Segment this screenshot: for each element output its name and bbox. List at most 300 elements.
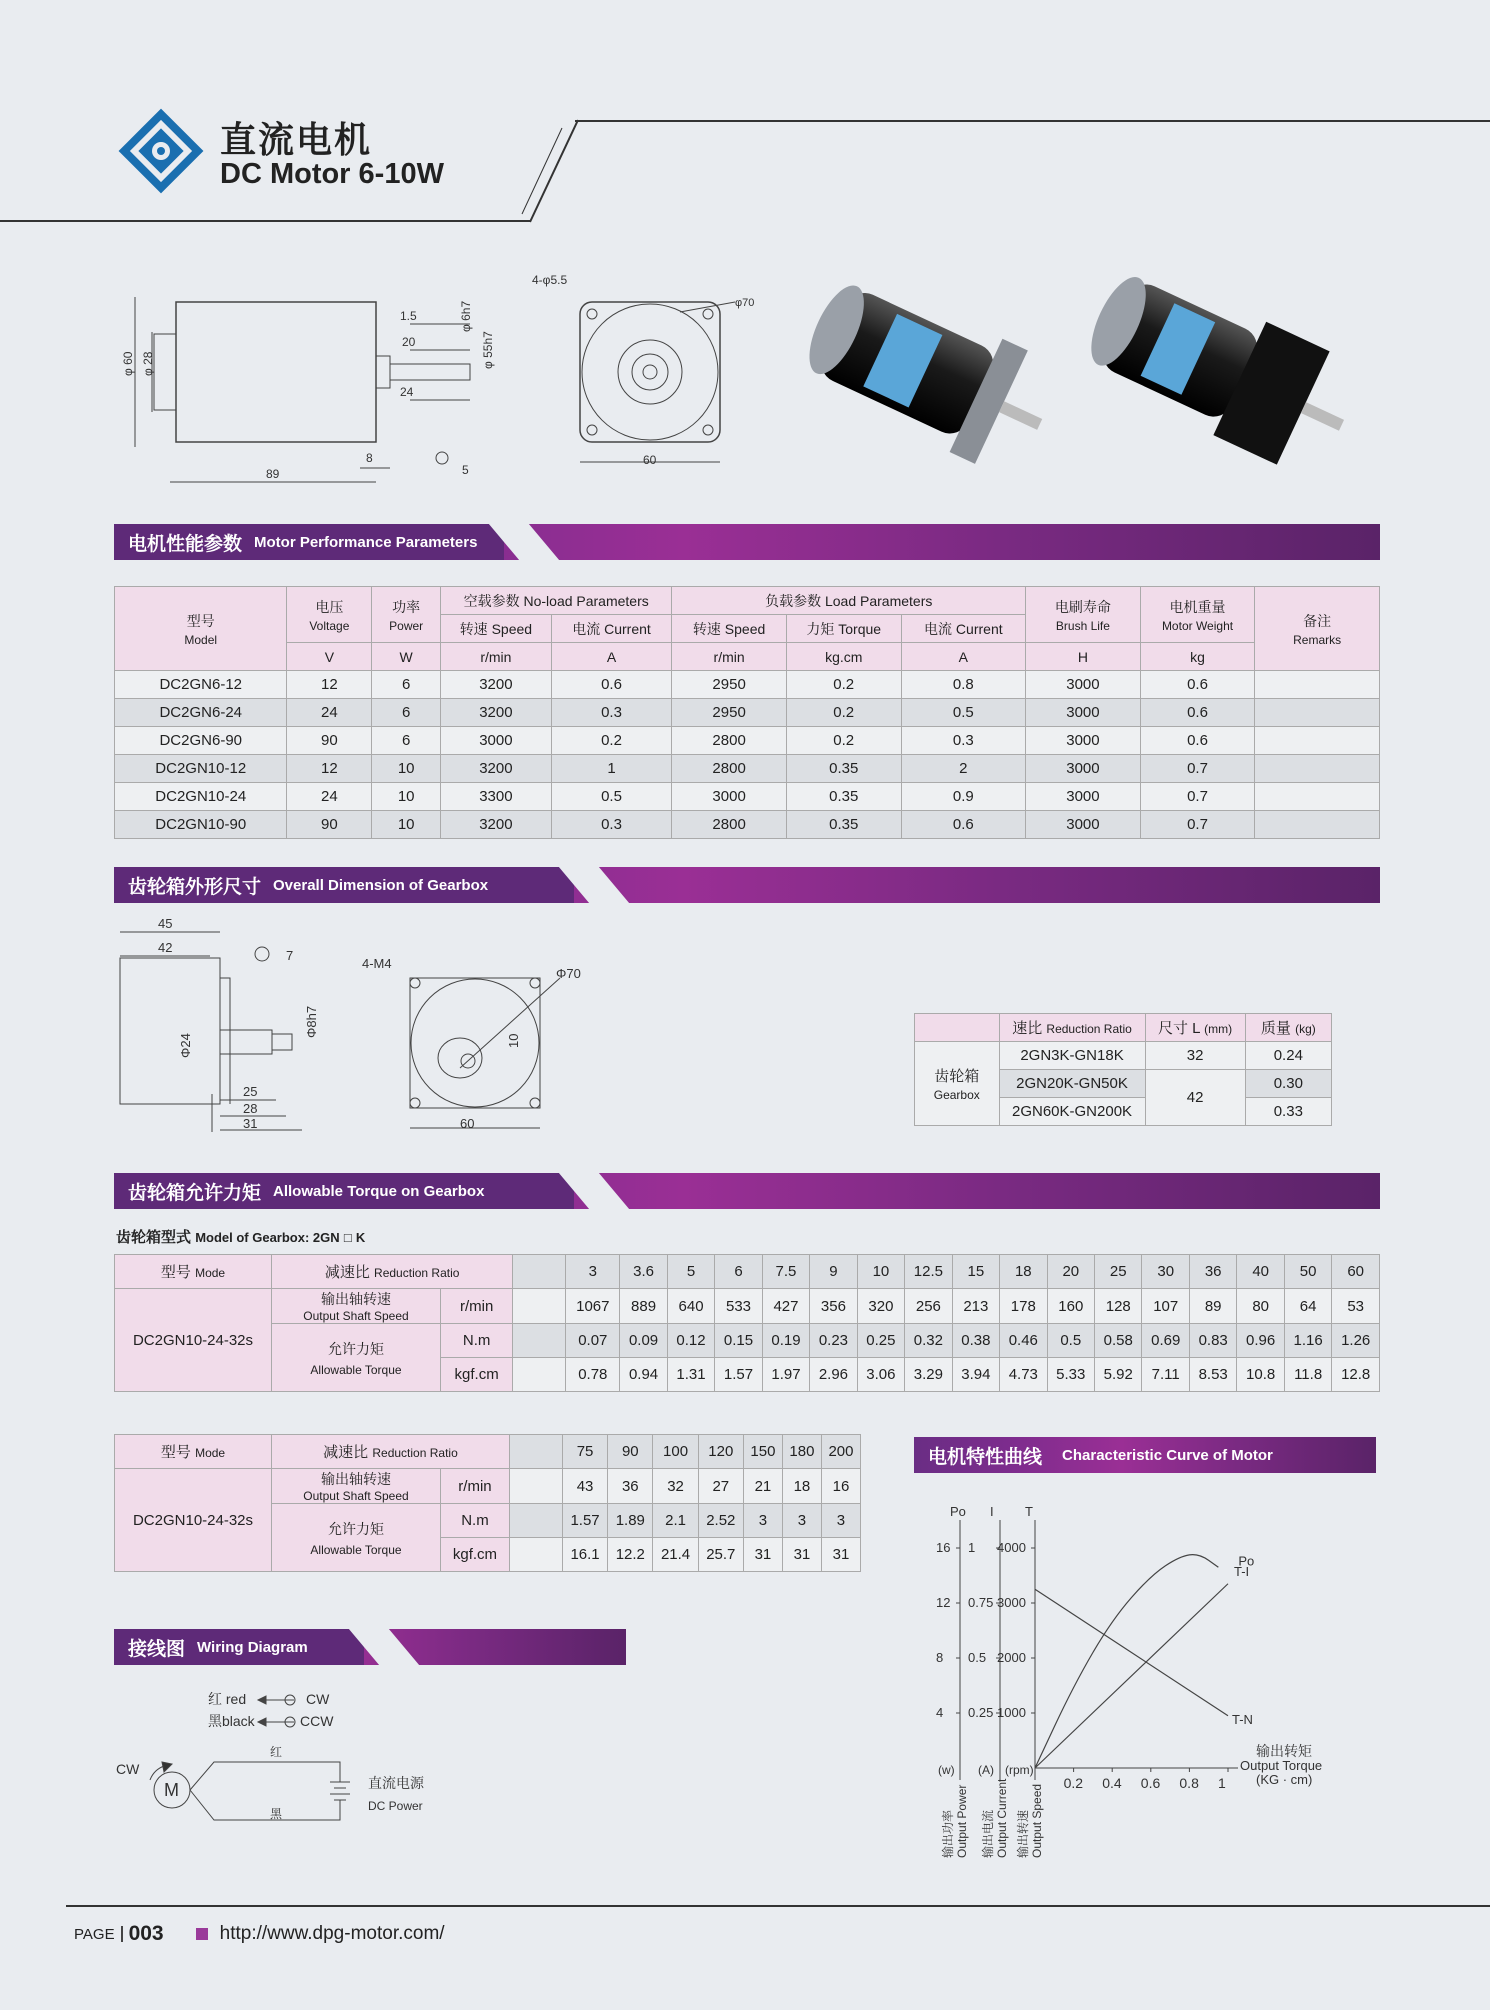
unit-rmin: r/min — [441, 1289, 513, 1324]
torque-table-1 — [114, 1254, 1380, 1392]
ratio-cell: 50 — [1284, 1255, 1331, 1289]
th-power: 功率 Power — [372, 587, 441, 643]
cell-model: DC2GN6-12 — [115, 671, 287, 699]
x-tick-label: 0.4 — [1102, 1775, 1122, 1791]
table-cell: 0.35 — [786, 811, 901, 839]
gearbox-front-drawing — [360, 958, 600, 1138]
x-axis-label-cn: 输出转矩 — [1256, 1743, 1312, 1759]
tick-label-i: 0.5 — [968, 1650, 987, 1665]
th-mass: 质量 (kg) — [1245, 1014, 1331, 1042]
gearmotor-photo — [1070, 278, 1390, 488]
ratio-cell: 20 — [1047, 1255, 1094, 1289]
page-title-cn: 直流电机 — [220, 120, 373, 161]
footer-url[interactable]: http://www.dpg-motor.com/ — [219, 1923, 445, 1944]
section-title-en: Allowable Torque on Gearbox — [273, 1182, 485, 1200]
nm-cell: 0.83 — [1189, 1324, 1236, 1358]
ratio-cell: 36 — [1189, 1255, 1236, 1289]
page-number: 003 — [128, 1922, 164, 1945]
kgf-cell: 3.94 — [952, 1358, 999, 1392]
table-cell: 3300 — [441, 783, 552, 811]
torque-table-2 — [114, 1434, 861, 1572]
axis-caption-en-t: Output Speed — [1030, 1783, 1044, 1858]
wire-red-label: 红 red — [208, 1691, 247, 1707]
dim-key: 5 — [462, 463, 469, 477]
dim-8: 8 — [366, 451, 373, 465]
kgf-cell: 3.06 — [857, 1358, 904, 1392]
th-model: 型号 Mode — [115, 1255, 272, 1289]
company-logo — [116, 106, 206, 196]
x-axis-label-en: Output Torque — [1240, 1758, 1323, 1773]
tick-label-i: 1 — [968, 1540, 976, 1555]
gb-mass: 0.24 — [1245, 1042, 1331, 1070]
table-cell: 0.6 — [901, 811, 1026, 839]
table-row — [115, 699, 1380, 727]
th-ratio: 减速比 Reduction Ratio — [272, 1435, 510, 1469]
dim-31: 31 — [243, 1116, 258, 1131]
th-remarks: 备注 Remarks — [1255, 587, 1380, 671]
dim-10: 10 — [506, 1033, 521, 1048]
speed-cell: 1067 — [566, 1289, 620, 1324]
table-cell: 3000 — [1026, 671, 1141, 699]
table-cell: 0.6 — [1140, 727, 1255, 755]
nm-cell: 0.69 — [1142, 1324, 1189, 1358]
dim-25: 25 — [243, 1084, 258, 1099]
row-label-torque: 允许力矩 Allowable Torque — [272, 1324, 441, 1392]
kgf-cell: 31 — [821, 1538, 860, 1572]
nm-cell: 0.12 — [667, 1324, 714, 1358]
series-line-t-i — [1035, 1584, 1228, 1768]
dc-power-cn: 直流电源 — [368, 1775, 424, 1791]
table-cell: 0.3 — [551, 699, 672, 727]
section-bar-torque — [114, 1173, 1380, 1209]
wiring-diagram — [110, 1680, 530, 1850]
spacer-cell — [509, 1538, 562, 1572]
nm-cell: 0.5 — [1047, 1324, 1094, 1358]
dim-28: 28 — [243, 1101, 258, 1116]
series-label-t-n: T-N — [1232, 1711, 1253, 1727]
kgf-cell: 12.8 — [1332, 1358, 1380, 1392]
motor-photo — [780, 278, 1060, 488]
gb-size: 42 — [1145, 1070, 1245, 1126]
unit-rmin: r/min — [441, 1469, 510, 1504]
table-cell: 2800 — [672, 811, 787, 839]
nm-cell: 0.32 — [905, 1324, 952, 1358]
table-cell: 6 — [372, 671, 441, 699]
table-cell: 3200 — [441, 811, 552, 839]
tick-label-po: 4 — [936, 1705, 944, 1720]
axis-label-t: T — [1025, 1504, 1033, 1519]
section-title-en: Motor Performance Parameters — [254, 533, 478, 551]
table-cell — [1255, 699, 1380, 727]
table-cell: 3000 — [672, 783, 787, 811]
ratio-cell: 30 — [1142, 1255, 1189, 1289]
row-label-speed: 输出轴转速 Output Shaft Speed — [272, 1469, 441, 1504]
header-divider-right — [575, 120, 1490, 122]
th-ratio: 减速比 Reduction Ratio — [272, 1255, 513, 1289]
table-cell: 0.6 — [551, 671, 672, 699]
table-cell: 90 — [287, 811, 372, 839]
dim-d8h7: Φ8h7 — [304, 1005, 319, 1038]
page-title-en: DC Motor 6-10W — [220, 158, 444, 190]
x-tick-label: 0.2 — [1063, 1775, 1084, 1791]
kgf-cell: 16.1 — [562, 1538, 607, 1572]
table-row — [115, 1469, 861, 1504]
section-title-cn: 接线图 — [128, 1637, 186, 1660]
section-bar-gearbox — [114, 867, 1380, 903]
table-cell: 3200 — [441, 699, 552, 727]
table-cell: 10 — [372, 811, 441, 839]
table-row — [115, 1324, 1380, 1358]
speed-cell: 160 — [1047, 1289, 1094, 1324]
ratio-cell: 40 — [1237, 1255, 1284, 1289]
dim-d70: φ70 — [735, 297, 755, 309]
table-row — [115, 783, 1380, 811]
dim-m4: 4-M4 — [362, 956, 392, 971]
tick-label-t: 1000 — [997, 1705, 1026, 1720]
kgf-cell: 4.73 — [1000, 1358, 1047, 1392]
ratio-cell: 120 — [698, 1435, 743, 1469]
table-cell: 3000 — [1026, 699, 1141, 727]
kgf-cell: 31 — [782, 1538, 821, 1572]
unit-a: A — [551, 643, 672, 671]
th-noload: 空载参数 No-load Parameters — [441, 587, 672, 615]
spacer-cell — [509, 1435, 562, 1469]
table-cell: 2950 — [672, 671, 787, 699]
url-bullet-icon — [196, 1928, 208, 1940]
spacer-cell — [513, 1255, 566, 1289]
table-cell: 0.6 — [1140, 699, 1255, 727]
page-label: PAGE — [74, 1925, 115, 1943]
table-cell: 2950 — [672, 699, 787, 727]
speed-cell: 256 — [905, 1289, 952, 1324]
nm-cell: 0.38 — [952, 1324, 999, 1358]
x-tick-label: 0.8 — [1179, 1775, 1199, 1791]
kgf-cell: 5.92 — [1095, 1358, 1142, 1392]
table-row — [115, 755, 1380, 783]
cell-model: DC2GN10-12 — [115, 755, 287, 783]
ratio-cell: 5 — [667, 1255, 714, 1289]
speed-cell: 889 — [620, 1289, 667, 1324]
nm-cell: 0.09 — [620, 1324, 667, 1358]
table-cell: 90 — [287, 727, 372, 755]
unit-w: W — [372, 643, 441, 671]
dim-d24: Φ24 — [178, 1033, 193, 1058]
nm-cell: 2.52 — [698, 1504, 743, 1538]
ratio-cell: 15 — [952, 1255, 999, 1289]
ratio-cell: 18 — [1000, 1255, 1047, 1289]
unit-v: V — [287, 643, 372, 671]
motor-side-drawing — [110, 272, 510, 492]
table-cell: 3000 — [1026, 727, 1141, 755]
dim-42: 42 — [158, 940, 173, 955]
section-bar-performance — [114, 524, 1380, 560]
kgf-cell: 11.8 — [1284, 1358, 1331, 1392]
series-label-t-i: T-I — [1234, 1563, 1250, 1579]
cell-model: DC2GN10-24-32s — [115, 1469, 272, 1572]
unit-kgfcm: kgf.cm — [441, 1358, 513, 1392]
table-cell — [1255, 727, 1380, 755]
table-cell: 3200 — [441, 671, 552, 699]
dim-7: 7 — [286, 948, 294, 963]
speed-cell: 533 — [715, 1289, 762, 1324]
dim-d6h7: φ 6h7 — [459, 300, 473, 332]
unit-rmin: r/min — [441, 643, 552, 671]
tick-label-i: 0.25 — [968, 1705, 994, 1720]
speed-cell: 80 — [1237, 1289, 1284, 1324]
ratio-cell: 100 — [653, 1435, 698, 1469]
x-axis-label-unit: (KG · cm) — [1256, 1772, 1313, 1787]
axis-caption-en-i: Output Current — [995, 1778, 1009, 1858]
table-row — [115, 671, 1380, 699]
ratio-cell: 75 — [562, 1435, 607, 1469]
kgf-cell: 8.53 — [1189, 1358, 1236, 1392]
speed-cell: 32 — [653, 1469, 698, 1504]
ratio-cell: 10 — [857, 1255, 904, 1289]
table-cell: 2800 — [672, 727, 787, 755]
spacer-cell — [513, 1324, 566, 1358]
th-load-speed: 转速 Speed — [672, 615, 787, 643]
nm-cell: 1.89 — [608, 1504, 653, 1538]
tick-label-po: 16 — [936, 1540, 951, 1555]
section-title-en: Wiring Diagram — [197, 1638, 308, 1656]
table-cell: 2 — [901, 755, 1026, 783]
speed-cell: 356 — [810, 1289, 857, 1324]
spacer-cell — [509, 1469, 562, 1504]
performance-table — [114, 586, 1380, 839]
table-row — [115, 1289, 1380, 1324]
tick-label-po: 8 — [936, 1650, 944, 1665]
table-cell: 3000 — [1026, 783, 1141, 811]
axis-label-po: Po — [950, 1504, 966, 1519]
th-torque: 力矩 Torque — [786, 615, 901, 643]
kgf-cell: 7.11 — [1142, 1358, 1189, 1392]
section-title-en: Overall Dimension of Gearbox — [273, 876, 489, 894]
axis-label-i: I — [990, 1504, 994, 1519]
cell-model: DC2GN10-24 — [115, 783, 287, 811]
x-tick-label: 1 — [1218, 1775, 1226, 1791]
section-title-cn: 齿轮箱外形尺寸 — [128, 875, 262, 898]
wire-red-short: 红 — [270, 1745, 283, 1759]
table-cell: 3200 — [441, 755, 552, 783]
kgf-cell: 1.57 — [715, 1358, 762, 1392]
kgf-cell: 0.78 — [566, 1358, 620, 1392]
th-model: 型号 Mode — [115, 1435, 272, 1469]
table-cell: 0.3 — [901, 727, 1026, 755]
gb-ratio: 2GN60K-GN200K — [999, 1098, 1145, 1126]
series-line-po — [1035, 1555, 1218, 1768]
table-cell — [1255, 811, 1380, 839]
nm-cell: 0.07 — [566, 1324, 620, 1358]
axis-caption-cn-po: 输出功率 — [941, 1809, 955, 1858]
characteristic-chart — [910, 1490, 1350, 1880]
ratio-cell: 90 — [608, 1435, 653, 1469]
table-cell: 1 — [551, 755, 672, 783]
table-cell: 0.6 — [1140, 671, 1255, 699]
kgf-cell: 1.31 — [667, 1358, 714, 1392]
table-row — [115, 1435, 861, 1469]
table-cell — [1255, 671, 1380, 699]
motor-front-drawing — [530, 272, 755, 472]
table-cell: 0.2 — [786, 671, 901, 699]
kgf-cell: 3.29 — [905, 1358, 952, 1392]
section-title-en: Characteristic Curve of Motor — [1062, 1446, 1273, 1464]
dc-power-en: DC Power — [368, 1799, 423, 1813]
section-title-cn: 齿轮箱允许力矩 — [128, 1181, 262, 1204]
cell-model: DC2GN10-90 — [115, 811, 287, 839]
table-cell — [1255, 783, 1380, 811]
table-cell: 6 — [372, 727, 441, 755]
th-ratio: 速比 Reduction Ratio — [999, 1014, 1145, 1042]
tick-label-t: 2000 — [997, 1650, 1026, 1665]
x-tick-label: 0.6 — [1140, 1775, 1161, 1791]
ratio-cell: 12.5 — [905, 1255, 952, 1289]
nm-cell: 3 — [782, 1504, 821, 1538]
kgf-cell: 2.96 — [810, 1358, 857, 1392]
gb-ratio: 2GN20K-GN50K — [999, 1070, 1145, 1098]
unit-h: H — [1026, 643, 1141, 671]
gb-mass: 0.30 — [1245, 1070, 1331, 1098]
wire-black-label: 黑black — [208, 1713, 255, 1729]
table-cell: 0.8 — [901, 671, 1026, 699]
wire-ccw-label: CCW — [300, 1713, 334, 1729]
speed-cell: 21 — [743, 1469, 782, 1504]
table-cell: 0.7 — [1140, 755, 1255, 783]
speed-cell: 640 — [667, 1289, 714, 1324]
nm-cell: 0.19 — [762, 1324, 809, 1358]
table-cell: 3000 — [1026, 755, 1141, 783]
footer-divider — [66, 1905, 1490, 1907]
table-cell: 12 — [287, 755, 372, 783]
cell-model: DC2GN6-90 — [115, 727, 287, 755]
unit-kg: kg — [1140, 643, 1255, 671]
table-row — [115, 811, 1380, 839]
table-cell: 0.9 — [901, 783, 1026, 811]
motor-symbol-label: M — [164, 1780, 179, 1800]
axis-caption-cn-t: 输出转速 — [1016, 1809, 1030, 1858]
row-label-speed: 输出轴转速 Output Shaft Speed — [272, 1289, 441, 1324]
nm-cell: 3 — [821, 1504, 860, 1538]
ratio-cell: 150 — [743, 1435, 782, 1469]
ratio-cell: 180 — [782, 1435, 821, 1469]
dim-89: 89 — [266, 467, 280, 481]
dim-1-5: 1.5 — [400, 309, 417, 323]
row-label-torque: 允许力矩 Allowable Torque — [272, 1504, 441, 1572]
table-cell: 0.2 — [786, 727, 901, 755]
speed-cell: 427 — [762, 1289, 809, 1324]
series-label-po: Po — [1238, 1553, 1255, 1569]
table-cell: 24 — [287, 699, 372, 727]
dim-60: 60 — [460, 1116, 475, 1131]
speed-cell: 89 — [1189, 1289, 1236, 1324]
cell-model: DC2GN10-24-32s — [115, 1289, 272, 1392]
dim-d60: φ 60 — [121, 351, 135, 376]
axis-unit-t: (rpm) — [1005, 1763, 1034, 1777]
speed-cell: 128 — [1095, 1289, 1142, 1324]
th-voltage: 电压 Voltage — [287, 587, 372, 643]
page-footer — [74, 1922, 445, 1946]
wire-black-short: 黑 — [270, 1807, 283, 1821]
kgf-cell: 31 — [743, 1538, 782, 1572]
section-title-cn: 电机性能参数 — [128, 532, 243, 555]
dim-holes: 4-φ5.5 — [532, 273, 568, 287]
header-divider — [0, 220, 530, 222]
table-row — [115, 1255, 1380, 1289]
dim-d70: Φ70 — [556, 966, 581, 981]
ratio-cell: 25 — [1095, 1255, 1142, 1289]
speed-cell: 64 — [1284, 1289, 1331, 1324]
nm-cell: 0.15 — [715, 1324, 762, 1358]
th-current: 电流 Current — [551, 615, 672, 643]
unit-nm: N.m — [441, 1504, 510, 1538]
nm-cell: 1.26 — [1332, 1324, 1380, 1358]
th-size: 尺寸 L (mm) — [1145, 1014, 1245, 1042]
speed-cell: 107 — [1142, 1289, 1189, 1324]
table-cell: 0.5 — [551, 783, 672, 811]
dim-24: 24 — [400, 385, 414, 399]
th-model: 型号 Model — [115, 587, 287, 671]
table-cell: 10 — [372, 755, 441, 783]
gb-ratio: 2GN3K-GN18K — [999, 1042, 1145, 1070]
spacer-cell — [513, 1289, 566, 1324]
unit-kgcm: kg.cm — [786, 643, 901, 671]
gearbox-label: 齿轮箱 Gearbox — [915, 1042, 1000, 1126]
gb-mass: 0.33 — [1245, 1098, 1331, 1126]
cell-model: DC2GN6-24 — [115, 699, 287, 727]
wire-cw-label: CW — [306, 1691, 330, 1707]
nm-cell: 3 — [743, 1504, 782, 1538]
table-cell: 3000 — [441, 727, 552, 755]
axis-caption-cn-i: 输出电流 — [981, 1809, 995, 1858]
table-cell: 0.5 — [901, 699, 1026, 727]
nm-cell: 0.46 — [1000, 1324, 1047, 1358]
nm-cell: 1.16 — [1284, 1324, 1331, 1358]
spacer-cell — [513, 1358, 566, 1392]
speed-cell: 213 — [952, 1289, 999, 1324]
kgf-cell: 0.94 — [620, 1358, 667, 1392]
nm-cell: 0.23 — [810, 1324, 857, 1358]
th-speed: 转速 Speed — [441, 615, 552, 643]
ratio-cell: 3 — [566, 1255, 620, 1289]
table-cell: 2800 — [672, 755, 787, 783]
header-slash — [520, 118, 580, 224]
rotation-cw-label: CW — [116, 1761, 140, 1777]
table-cell: 0.3 — [551, 811, 672, 839]
axis-unit-i: (A) — [978, 1763, 994, 1777]
unit-rmin-load: r/min — [672, 643, 787, 671]
unit-a-load: A — [901, 643, 1026, 671]
th-load: 负载参数 Load Parameters — [672, 587, 1026, 615]
kgf-cell: 25.7 — [698, 1538, 743, 1572]
page-sep — [121, 1926, 123, 1942]
table-cell: 0.35 — [786, 783, 901, 811]
speed-cell: 320 — [857, 1289, 904, 1324]
table-cell: 12 — [287, 671, 372, 699]
tick-label-po: 12 — [936, 1595, 951, 1610]
kgf-cell: 10.8 — [1237, 1358, 1284, 1392]
table-row — [115, 727, 1380, 755]
tick-label-t: 4000 — [997, 1540, 1026, 1555]
dim-20: 20 — [402, 335, 416, 349]
ratio-cell: 9 — [810, 1255, 857, 1289]
spacer-cell — [509, 1504, 562, 1538]
th-brush: 电刷寿命 Brush Life — [1026, 587, 1141, 643]
table-cell: 6 — [372, 699, 441, 727]
speed-cell: 36 — [608, 1469, 653, 1504]
series-line-t-n — [1035, 1589, 1228, 1716]
axis-unit-po: (w) — [938, 1763, 955, 1777]
speed-cell: 53 — [1332, 1289, 1380, 1324]
th-load-current: 电流 Current — [901, 615, 1026, 643]
